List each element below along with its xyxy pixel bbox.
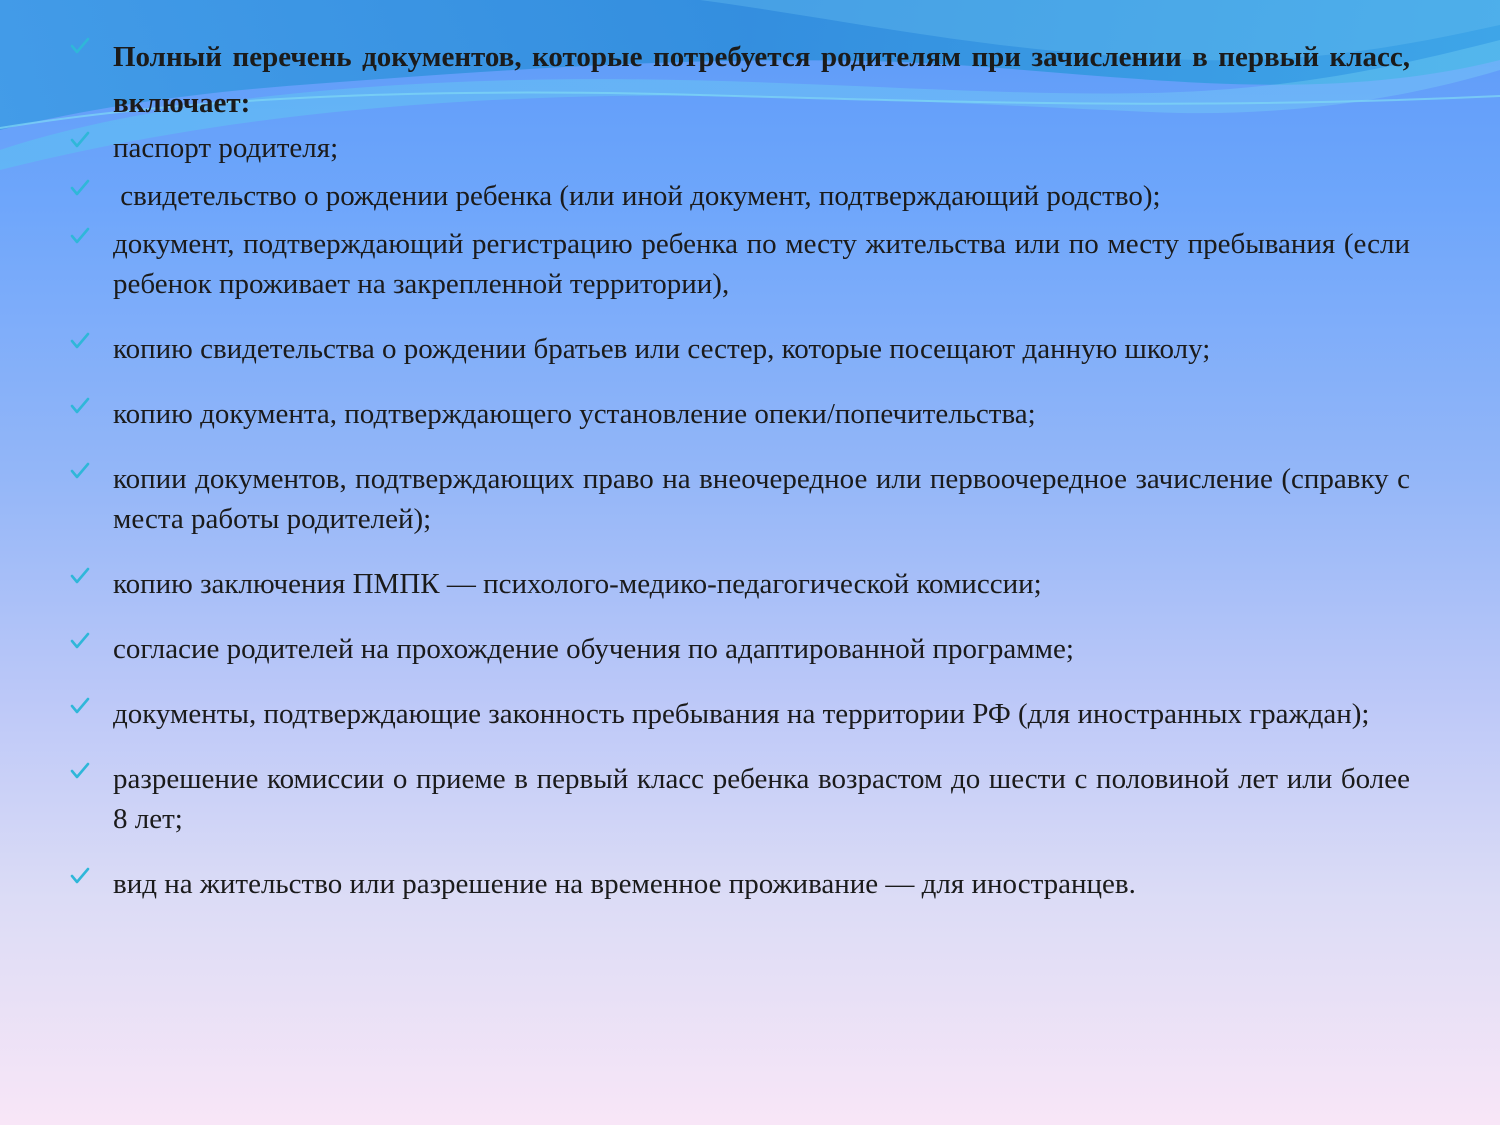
checkmark-icon: [70, 329, 113, 369]
checkmark-icon: [70, 34, 113, 80]
list-item: [70, 864, 1410, 904]
list-item-text: копии документов, подтверждающих право на внеочередное или первоочередное зачисление (справку с места работы родителей);: [113, 463, 1410, 535]
list-item-text: паспорт родителя;: [113, 132, 339, 164]
checkmark-icon: [70, 694, 113, 734]
list-item: [70, 394, 1410, 434]
list-item: [70, 694, 1410, 734]
checkmark-icon: [70, 224, 113, 264]
list-item-text: разрешение комиссии о приеме в первый класс ребенка возрастом до шести с половиной лет или более 8 лет;: [113, 763, 1410, 835]
list-item: [70, 759, 1410, 839]
list-item-text: копию заключения ПМПК — психолого-медико-педагогической комиссии;: [113, 568, 1042, 600]
list-heading: [70, 34, 1410, 126]
checkmark-icon: [70, 459, 113, 499]
list-item-text: вид на жительство или разрешение на временное проживание — для иностранцев.: [113, 868, 1136, 900]
checkmark-icon: [70, 176, 113, 216]
checkmark-icon: [70, 864, 113, 904]
checkmark-icon: [70, 394, 113, 434]
list-item-text: согласие родителей на прохождение обучения по адаптированной программе;: [113, 633, 1074, 665]
list-item: [70, 329, 1410, 369]
document-list: [70, 34, 1410, 904]
list-item: [70, 629, 1410, 669]
list-item: [70, 224, 1410, 304]
list-item: [70, 128, 1410, 168]
list-item: [70, 459, 1410, 539]
list-item: [70, 564, 1410, 604]
heading-text: Полный перечень документов, которые потребуется родителям при зачислении в первый класс, включает:: [113, 41, 1410, 119]
list-item-text: копию свидетельства о рождении братьев или сестер, которые посещают данную школу;: [113, 333, 1211, 365]
checkmark-icon: [70, 564, 113, 604]
list-item-text: документы, подтверждающие законность пребывания на территории РФ (для иностранных граждан);: [113, 698, 1370, 730]
list-item: [70, 176, 1410, 216]
checkmark-icon: [70, 759, 113, 799]
checkmark-icon: [70, 629, 113, 669]
list-item-text: документ, подтверждающий регистрацию ребенка по месту жительства или по месту пребывания (если ребенок проживает на закрепленной территории),: [113, 228, 1410, 300]
checkmark-icon: [70, 128, 113, 168]
list-item-text: свидетельство о рождении ребенка (или иной документ, подтверждающий родство);: [113, 180, 1161, 212]
list-item-text: копию документа, подтверждающего установление опеки/попечительства;: [113, 398, 1036, 430]
